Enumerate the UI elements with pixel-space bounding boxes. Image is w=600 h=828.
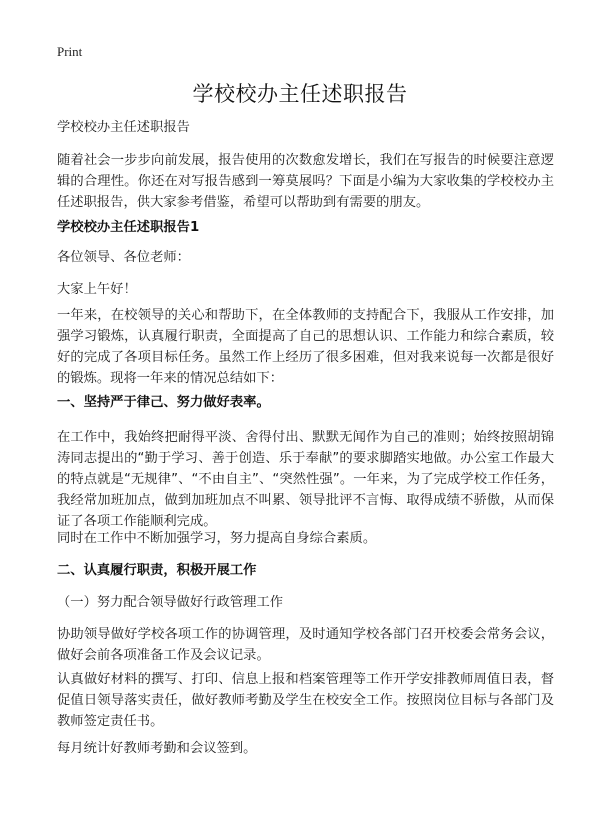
- paragraph-3: 同时在工作中不断加强学习，努力提高自身综合素质。: [57, 531, 377, 546]
- paragraph-6: 每月统计好教师考勤和会议签到。: [57, 741, 257, 756]
- section-title: 学校校办主任述职报告1: [57, 220, 200, 235]
- paragraph-2: 在工作中，我始终把耐得平淡、舍得付出、默默无闻作为自己的准则；始终按照胡锦涛同志提出的“勤于学习、善于创造、乐于奉献”的要求脚踏实地做。办公室工作最大的特点就是“无规律”、“不由自主”、“突然性强”。一年来，为了完成学校工作任务，我经常加班加点，做到加班加点不叫累、领导批评不言悔、取得成绩不骄傲，从而保证了各项工作能顺利完成。: [57, 430, 554, 529]
- greeting: 大家上午好！: [57, 282, 137, 297]
- heading-2: 二、认真履行职责，积极开展工作: [57, 563, 257, 578]
- heading-1: 一、坚持严于律己、努力做好表率。: [57, 395, 270, 410]
- document-subtitle: 学校校办主任述职报告: [57, 120, 190, 135]
- subheading-1: （一）努力配合领导做好行政管理工作: [57, 595, 284, 610]
- paragraph-4: 协助领导做好学校各项工作的协调管理，及时通知学校各部门召开校委会常务会议，做好会前各项准备工作及会议记录。: [57, 627, 554, 663]
- paragraph-1: 一年来，在校领导的关心和帮助下，在全体教师的支持配合下，我服从工作安排，加强学习锻炼，认真履行职责，全面提高了自己的思想认识、工作能力和综合素质，较好的完成了各项目标任务。虽然工作上经历了很多困难，但对我来说每一次都是很好的锻炼。现将一年来的情况总结如下：: [57, 308, 554, 386]
- intro-paragraph: 随着社会一步步向前发展，报告使用的次数愈发增长，我们在写报告的时候要注意逻辑的合理性。你还在对写报告感到一筹莫展吗？下面是小编为大家收集的学校校办主任述职报告，供大家参考借鉴，希望可以帮助到有需要的朋友。: [57, 153, 554, 210]
- salutation: 各位领导、各位老师：: [57, 250, 190, 265]
- paragraph-5: 认真做好材料的撰写、打印、信息上报和档案管理等工作开学安排教师周值日表，督促值日领导落实责任，做好教师考勤及学生在校安全工作。按照岗位目标与各部门及教师签定责任书。: [57, 672, 554, 729]
- document-title: 学校校办主任述职报告: [192, 82, 408, 106]
- print-link[interactable]: Print: [57, 44, 83, 59]
